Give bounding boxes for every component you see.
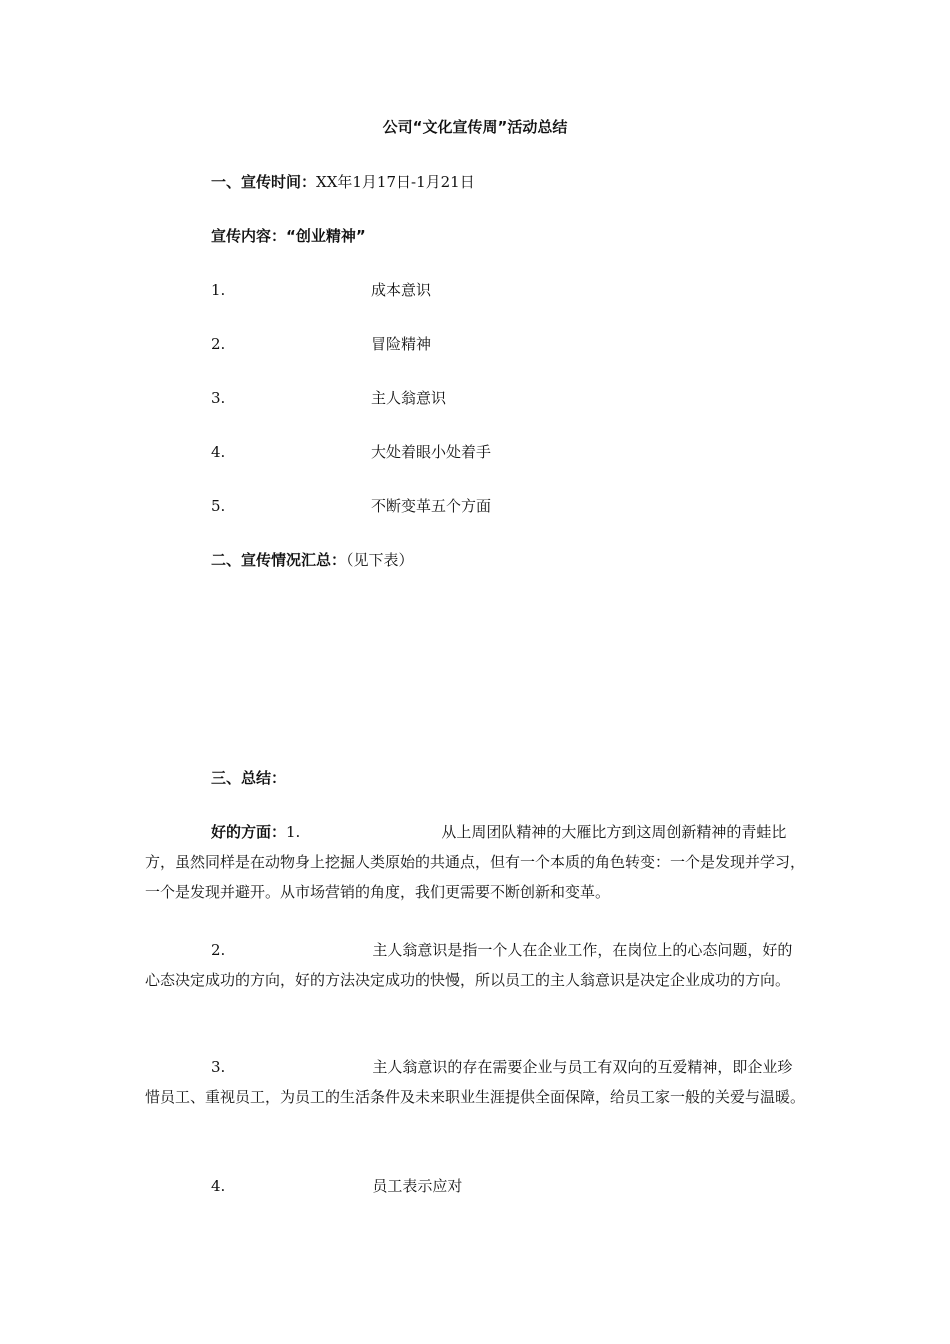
item-number: 1. [211,281,226,299]
page-title: 公司“文化宣传周”活动总结 [382,118,568,136]
section1-label: 一、宣传时间： [211,173,317,191]
section2-value: （见下表） [346,551,414,569]
good-point-2 [145,935,807,995]
section1-value: XX年1月17日-1月21日 [316,173,475,191]
item-text: 大处着眼小处着手 [371,443,492,461]
good-point-number: 4. [211,1177,226,1195]
item-number: 5. [211,497,226,515]
section2 [211,550,414,570]
good-point-number: 1. [286,823,301,841]
section3-label: 三、总结： [211,769,287,787]
good-point-1 [145,817,807,907]
good-point-number: 2. [211,941,226,959]
good-point-4 [145,1171,807,1201]
good-label: 好的方面： [211,823,287,841]
item-number: 4. [211,443,226,461]
good-point-text: 主人翁意识是指一个人在企业工作，在岗位上的心态问题，好的心态决定成功的方向，好的方法决定成功的快慢，所以员工的主人翁意识是决定企业成功的方向。 [145,941,793,989]
good-point-3 [145,1052,807,1112]
good-point-text: 员工表示应对 [372,1177,463,1195]
content-label: 宣传内容：“创业精神” [211,227,366,245]
section1 [211,172,475,192]
item-text: 冒险精神 [371,335,432,353]
good-point-number: 3. [211,1058,226,1076]
good-point-text: 从上周团队精神的大雁比方到这周创新精神的青蛙比方，虽然同样是在动物身上挖掘人类原始的共通点，但有一个本质的角色转变：一个是发现并学习，一个是发现并避开。从市场营销的角度，我们更需要不断创新和变革。 [145,823,806,901]
item-text: 主人翁意识 [371,389,447,407]
good-point-text: 主人翁意识的存在需要企业与员工有双向的互爱精神，即企业珍惜员工、重视员工，为员工的生活条件及未来职业生涯提供全面保障，给员工家一般的关爱与温暖。 [145,1058,806,1106]
item-number: 2. [211,335,226,353]
section2-label: 二、宣传情况汇总： [211,551,347,569]
item-text: 成本意识 [371,281,432,299]
item-text: 不断变革五个方面 [371,497,492,515]
item-number: 3. [211,389,226,407]
